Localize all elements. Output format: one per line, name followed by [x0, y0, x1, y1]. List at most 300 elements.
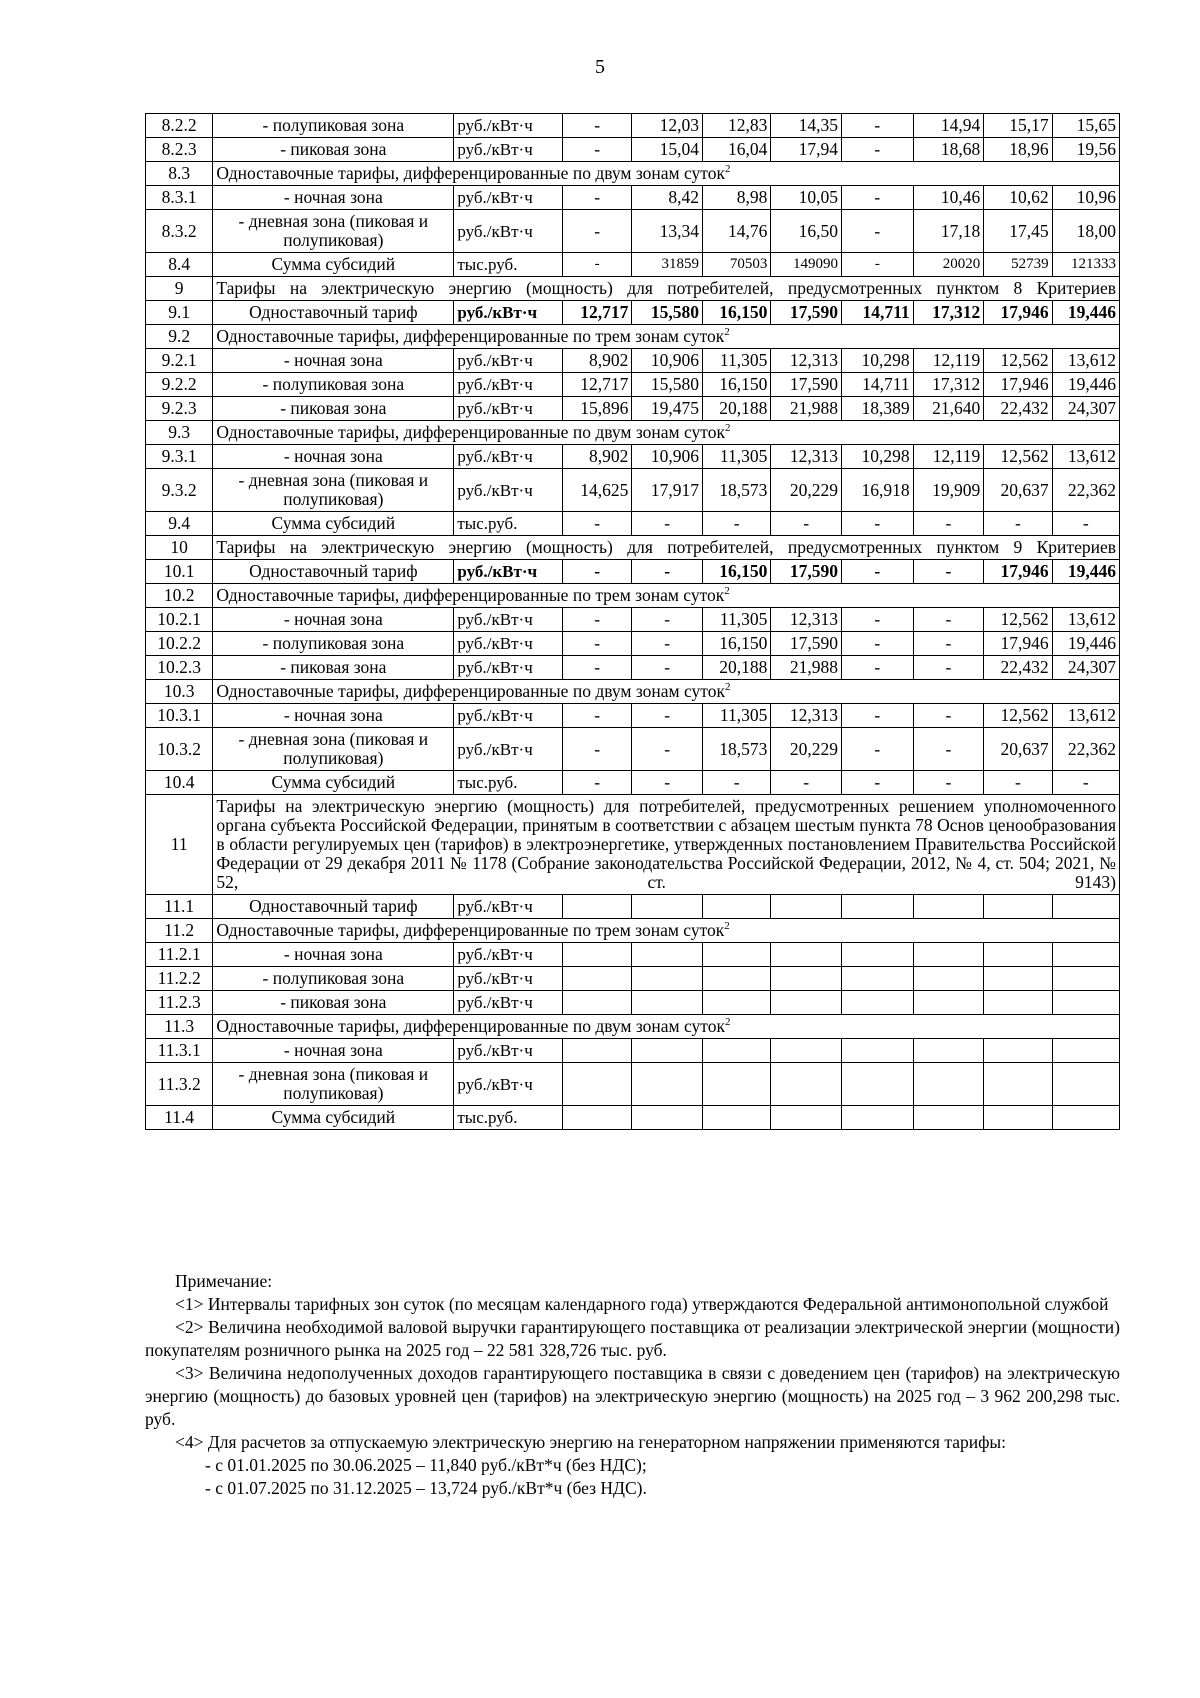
value-cell: [841, 895, 913, 919]
value-cell: -: [984, 771, 1052, 795]
row-unit: руб./кВт·ч: [454, 895, 563, 919]
value-cell: 70503: [703, 253, 771, 277]
row-unit: руб./кВт·ч: [454, 114, 563, 138]
value-cell: -: [841, 560, 913, 584]
row-name: - пиковая зона: [213, 397, 454, 421]
row-code: 9.3.1: [146, 445, 213, 469]
value-cell: 17,590: [771, 301, 842, 325]
table-row: [146, 704, 1120, 728]
value-cell: 19,446: [1052, 632, 1119, 656]
row-code: 10.1: [146, 560, 213, 584]
table-row: [146, 967, 1120, 991]
value-cell: -: [562, 512, 631, 536]
value-cell: [771, 967, 842, 991]
section-title-text: Одноставочные тарифы, дифференцированные по трем зонам суток: [216, 326, 725, 346]
value-cell: 19,56: [1052, 138, 1119, 162]
value-cell: 13,612: [1052, 608, 1119, 632]
table-row: [146, 114, 1120, 138]
value-cell: [984, 895, 1052, 919]
value-cell: [703, 1039, 771, 1063]
value-cell: [703, 1063, 771, 1106]
value-cell: [913, 1063, 984, 1106]
row-code: 11.1: [146, 895, 213, 919]
note-paragraph: <2> Величина необходимой валовой выручки гарантирующего поставщика от реализации электрической энергии (мощности) покупателям розничного рынка на 2025 год – 22 581 328,726 тыс. руб.: [145, 1317, 1120, 1360]
row-name: - полупиковая зона: [213, 967, 454, 991]
value-cell: 19,446: [1052, 301, 1119, 325]
value-cell: -: [841, 656, 913, 680]
value-cell: -: [562, 728, 631, 771]
row-code: 10.2.3: [146, 656, 213, 680]
value-cell: -: [562, 632, 631, 656]
row-code: 8.2.2: [146, 114, 213, 138]
value-cell: [562, 943, 631, 967]
row-name: - ночная зона: [213, 1039, 454, 1063]
value-cell: [771, 991, 842, 1015]
value-cell: 14,94: [913, 114, 984, 138]
value-cell: -: [562, 608, 631, 632]
value-cell: 24,307: [1052, 656, 1119, 680]
row-code: 10.3.2: [146, 728, 213, 771]
section-title: [213, 680, 1120, 704]
value-cell: -: [562, 138, 631, 162]
tariff-table-body: [146, 114, 1120, 1130]
value-cell: 18,573: [703, 469, 771, 512]
value-cell: 12,562: [984, 349, 1052, 373]
value-cell: 13,34: [632, 210, 703, 253]
value-cell: 16,50: [771, 210, 842, 253]
value-cell: -: [913, 512, 984, 536]
table-row: [146, 608, 1120, 632]
value-cell: -: [913, 632, 984, 656]
footnote-ref: 2: [724, 326, 730, 339]
value-cell: -: [913, 728, 984, 771]
value-cell: 10,46: [913, 186, 984, 210]
notes: [145, 1270, 1120, 1500]
row-unit: руб./кВт·ч: [454, 373, 563, 397]
table-row: [146, 632, 1120, 656]
value-cell: [771, 1063, 842, 1106]
row-code: 9.1: [146, 301, 213, 325]
value-cell: 149090: [771, 253, 842, 277]
value-cell: [841, 943, 913, 967]
value-cell: [771, 943, 842, 967]
footnote-ref: 2: [724, 585, 730, 598]
value-cell: [703, 895, 771, 919]
value-cell: 10,62: [984, 186, 1052, 210]
row-unit: руб./кВт·ч: [454, 445, 563, 469]
row-unit: руб./кВт·ч: [454, 301, 563, 325]
value-cell: -: [841, 138, 913, 162]
value-cell: -: [913, 704, 984, 728]
row-unit: руб./кВт·ч: [454, 469, 563, 512]
row-code: 10.3.1: [146, 704, 213, 728]
value-cell: -: [632, 632, 703, 656]
note-item: - с 01.07.2025 по 31.12.2025 – 13,724 руб./кВт*ч (без НДС).: [205, 1478, 647, 1498]
value-cell: -: [562, 656, 631, 680]
value-cell: 15,65: [1052, 114, 1119, 138]
value-cell: 15,04: [632, 138, 703, 162]
row-code: 11.2: [146, 919, 213, 943]
value-cell: 15,580: [632, 373, 703, 397]
value-cell: 12,717: [562, 373, 631, 397]
row-unit: руб./кВт·ч: [454, 210, 563, 253]
value-cell: -: [841, 632, 913, 656]
section-row: [146, 162, 1120, 186]
value-cell: [1052, 967, 1119, 991]
value-cell: 18,00: [1052, 210, 1119, 253]
row-unit: руб./кВт·ч: [454, 397, 563, 421]
row-name: - пиковая зона: [213, 138, 454, 162]
row-code: 8.3.2: [146, 210, 213, 253]
value-cell: 19,446: [1052, 560, 1119, 584]
value-cell: -: [841, 210, 913, 253]
value-cell: 17,312: [913, 373, 984, 397]
row-unit: руб./кВт·ч: [454, 632, 563, 656]
row-name: - пиковая зона: [213, 656, 454, 680]
value-cell: 16,04: [703, 138, 771, 162]
row-code: 8.3.1: [146, 186, 213, 210]
value-cell: 18,573: [703, 728, 771, 771]
value-cell: -: [632, 608, 703, 632]
value-cell: 12,562: [984, 608, 1052, 632]
table-row: [146, 1063, 1120, 1106]
value-cell: 11,305: [703, 349, 771, 373]
row-unit: тыс.руб.: [454, 512, 563, 536]
section-title-text: Одноставочные тарифы, дифференцированные по двум зонам суток: [216, 681, 725, 701]
value-cell: 17,590: [771, 373, 842, 397]
value-cell: 12,119: [913, 349, 984, 373]
value-cell: [632, 1106, 703, 1130]
value-cell: [913, 943, 984, 967]
footnote-ref: 2: [724, 681, 731, 694]
value-cell: [562, 967, 631, 991]
section-row: [146, 277, 1120, 301]
row-code: 9.4: [146, 512, 213, 536]
row-code: 11.3.2: [146, 1063, 213, 1106]
value-cell: 16,918: [841, 469, 913, 512]
row-unit: руб./кВт·ч: [454, 138, 563, 162]
row-code: 9.2: [146, 325, 213, 349]
row-name: - дневная зона (пиковая и полупиковая): [213, 728, 454, 771]
value-cell: -: [632, 771, 703, 795]
value-cell: [562, 1063, 631, 1106]
note-paragraph: <3> Величина недополученных доходов гарантирующего поставщика в связи с доведением цен (тарифов) на электрическую энергию (мощность) до базовых уровней цен (тарифов) на электрическую энергию (мощность) на 2025 год – 3 962 200,298 тыс. руб.: [145, 1363, 1120, 1429]
footnote-ref: 2: [724, 163, 731, 176]
value-cell: 12,717: [562, 301, 631, 325]
value-cell: [1052, 1106, 1119, 1130]
row-code: 9.3: [146, 421, 213, 445]
row-name: Одноставочный тариф: [213, 301, 454, 325]
section-title: [213, 919, 1120, 943]
value-cell: [703, 1106, 771, 1130]
value-cell: 11,305: [703, 704, 771, 728]
value-cell: -: [841, 114, 913, 138]
value-cell: 20,637: [984, 728, 1052, 771]
section-title: [213, 277, 1120, 301]
value-cell: 11,305: [703, 445, 771, 469]
row-code: 11.2.1: [146, 943, 213, 967]
table-row: [146, 895, 1120, 919]
row-code: 9.3.2: [146, 469, 213, 512]
row-name: - ночная зона: [213, 704, 454, 728]
value-cell: 18,389: [841, 397, 913, 421]
value-cell: [984, 1063, 1052, 1106]
value-cell: [1052, 991, 1119, 1015]
table-row: [146, 445, 1120, 469]
row-name: - ночная зона: [213, 445, 454, 469]
value-cell: 10,906: [632, 349, 703, 373]
row-code: 8.2.3: [146, 138, 213, 162]
value-cell: -: [913, 560, 984, 584]
row-unit: руб./кВт·ч: [454, 1039, 563, 1063]
value-cell: -: [841, 512, 913, 536]
value-cell: 8,98: [703, 186, 771, 210]
section-title-text: Одноставочные тарифы, дифференцированные по трем зонам суток: [216, 920, 725, 940]
table-row: [146, 469, 1120, 512]
value-cell: -: [703, 771, 771, 795]
value-cell: 12,313: [771, 704, 842, 728]
row-code: 9.2.3: [146, 397, 213, 421]
value-cell: -: [1052, 771, 1119, 795]
note-paragraph: <4> Для расчетов за отпускаемую электрическую энергию на генераторном напряжении применяются тарифы:: [175, 1432, 1007, 1452]
value-cell: 18,68: [913, 138, 984, 162]
value-cell: 18,96: [984, 138, 1052, 162]
value-cell: 12,313: [771, 608, 842, 632]
value-cell: -: [562, 560, 631, 584]
value-cell: 16,150: [703, 373, 771, 397]
section-row: [146, 421, 1120, 445]
table-row: [146, 656, 1120, 680]
value-cell: 19,446: [1052, 373, 1119, 397]
value-cell: -: [841, 704, 913, 728]
value-cell: 17,590: [771, 632, 842, 656]
value-cell: 13,612: [1052, 445, 1119, 469]
value-cell: 17,946: [984, 373, 1052, 397]
value-cell: 21,640: [913, 397, 984, 421]
row-name: Сумма субсидий: [213, 512, 454, 536]
value-cell: [984, 967, 1052, 991]
value-cell: 121333: [1052, 253, 1119, 277]
value-cell: -: [632, 704, 703, 728]
value-cell: -: [771, 512, 842, 536]
value-cell: [841, 991, 913, 1015]
section-title: [213, 795, 1120, 895]
table-row: [146, 253, 1120, 277]
value-cell: 12,83: [703, 114, 771, 138]
row-code: 9.2.1: [146, 349, 213, 373]
table-row: [146, 373, 1120, 397]
section-row: [146, 325, 1120, 349]
value-cell: 17,590: [771, 560, 842, 584]
value-cell: -: [1052, 512, 1119, 536]
row-unit: тыс.руб.: [454, 771, 563, 795]
row-name: - ночная зона: [213, 349, 454, 373]
value-cell: 14,711: [841, 373, 913, 397]
value-cell: [562, 991, 631, 1015]
value-cell: -: [841, 771, 913, 795]
footnote-ref: 2: [724, 1016, 731, 1029]
row-name: Одноставочный тариф: [213, 895, 454, 919]
value-cell: -: [841, 253, 913, 277]
value-cell: [703, 991, 771, 1015]
value-cell: -: [632, 656, 703, 680]
row-name: Сумма субсидий: [213, 771, 454, 795]
section-title-text: Одноставочные тарифы, дифференцированные по двум зонам суток: [216, 422, 725, 442]
table-row: [146, 991, 1120, 1015]
value-cell: -: [632, 560, 703, 584]
note-item: - с 01.01.2025 по 30.06.2025 – 11,840 руб./кВт*ч (без НДС);: [205, 1455, 647, 1475]
value-cell: [771, 1039, 842, 1063]
value-cell: 13,612: [1052, 349, 1119, 373]
value-cell: 31859: [632, 253, 703, 277]
value-cell: 20,188: [703, 656, 771, 680]
footnote-ref: 2: [724, 422, 731, 435]
note-paragraph: <1> Интервалы тарифных зон суток (по месяцам календарного года) утверждаются Федеральной антимонопольной службой: [175, 1294, 1109, 1314]
value-cell: -: [562, 114, 631, 138]
value-cell: 10,05: [771, 186, 842, 210]
section-title-text: Одноставочные тарифы, дифференцированные по двум зонам суток: [216, 163, 725, 183]
value-cell: 19,909: [913, 469, 984, 512]
value-cell: [1052, 943, 1119, 967]
row-name: - дневная зона (пиковая и полупиковая): [213, 210, 454, 253]
value-cell: -: [562, 771, 631, 795]
row-code: 10.2.1: [146, 608, 213, 632]
row-name: - дневная зона (пиковая и полупиковая): [213, 1063, 454, 1106]
value-cell: 17,946: [984, 632, 1052, 656]
table-row: [146, 301, 1120, 325]
value-cell: 16,150: [703, 301, 771, 325]
value-cell: -: [913, 656, 984, 680]
row-code: 10.4: [146, 771, 213, 795]
row-code: 8.3: [146, 162, 213, 186]
table-row: [146, 728, 1120, 771]
value-cell: 52739: [984, 253, 1052, 277]
value-cell: [984, 1106, 1052, 1130]
row-name: Сумма субсидий: [213, 1106, 454, 1130]
page-number: 5: [595, 56, 605, 78]
row-code: 10.3: [146, 680, 213, 704]
value-cell: [771, 895, 842, 919]
row-name: - пиковая зона: [213, 991, 454, 1015]
value-cell: 20,229: [771, 469, 842, 512]
table-row: [146, 1039, 1120, 1063]
row-unit: тыс.руб.: [454, 253, 563, 277]
value-cell: [703, 967, 771, 991]
value-cell: 19,475: [632, 397, 703, 421]
value-cell: -: [913, 771, 984, 795]
row-code: 9: [146, 277, 213, 301]
value-cell: -: [562, 186, 631, 210]
value-cell: [632, 967, 703, 991]
section-title: [213, 584, 1120, 608]
value-cell: 17,18: [913, 210, 984, 253]
section-row: [146, 680, 1120, 704]
value-cell: -: [632, 512, 703, 536]
row-name: - полупиковая зона: [213, 373, 454, 397]
value-cell: 22,432: [984, 397, 1052, 421]
value-cell: [913, 1106, 984, 1130]
value-cell: [632, 943, 703, 967]
value-cell: 14,625: [562, 469, 631, 512]
row-code: 10.2: [146, 584, 213, 608]
value-cell: 12,313: [771, 349, 842, 373]
row-unit: руб./кВт·ч: [454, 656, 563, 680]
section-title-text: Одноставочные тарифы, дифференцированные по двум зонам суток: [216, 1016, 725, 1036]
value-cell: 12,119: [913, 445, 984, 469]
value-cell: [841, 1039, 913, 1063]
row-code: 11.4: [146, 1106, 213, 1130]
row-unit: руб./кВт·ч: [454, 704, 563, 728]
notes-heading: Примечание:: [175, 1271, 273, 1291]
value-cell: 16,150: [703, 632, 771, 656]
section-title-text: Тарифы на электрическую энергию (мощность) для потребителей, предусмотренных решением уполномоченного органа субъекта Российской Федерации, принятым в соответствии с абзацем шестым пункта 78 Основ ценообразования в области регулируемых цен (тарифов) в электроэнергетике, утвержденных постановлением Правительства Российской Федерации от 29 декабря 2011 № 1178 (Собрание законодательства Российской Федерации, 2012, № 4, ст. 504; 2021, № 52, ст. 9143): [216, 796, 1116, 892]
row-unit: руб./кВт·ч: [454, 991, 563, 1015]
section-title: [213, 536, 1120, 560]
row-name: - ночная зона: [213, 608, 454, 632]
tariff-table: [145, 113, 1120, 1130]
table-row: [146, 512, 1120, 536]
row-name: - ночная зона: [213, 943, 454, 967]
value-cell: [841, 967, 913, 991]
value-cell: 8,902: [562, 445, 631, 469]
row-name: Сумма субсидий: [213, 253, 454, 277]
section-title-text: Тарифы на электрическую энергию (мощность) для потребителей, предусмотренных пунктом 9 Критериев: [216, 537, 1116, 557]
table-row: [146, 210, 1120, 253]
value-cell: 8,42: [632, 186, 703, 210]
value-cell: [1052, 895, 1119, 919]
value-cell: [913, 1039, 984, 1063]
row-code: 11.3: [146, 1015, 213, 1039]
value-cell: 17,94: [771, 138, 842, 162]
value-cell: [562, 1106, 631, 1130]
row-code: 11.2.3: [146, 991, 213, 1015]
value-cell: 17,917: [632, 469, 703, 512]
value-cell: [984, 943, 1052, 967]
row-code: 10: [146, 536, 213, 560]
value-cell: [632, 991, 703, 1015]
value-cell: 12,03: [632, 114, 703, 138]
value-cell: -: [841, 186, 913, 210]
section-row: [146, 795, 1120, 895]
section-row: [146, 919, 1120, 943]
value-cell: -: [562, 704, 631, 728]
value-cell: [562, 1039, 631, 1063]
value-cell: [913, 967, 984, 991]
value-cell: 16,150: [703, 560, 771, 584]
value-cell: 15,580: [632, 301, 703, 325]
value-cell: -: [841, 608, 913, 632]
value-cell: [913, 991, 984, 1015]
value-cell: 20,188: [703, 397, 771, 421]
value-cell: [562, 895, 631, 919]
section-title: [213, 162, 1120, 186]
value-cell: [984, 991, 1052, 1015]
value-cell: 13,612: [1052, 704, 1119, 728]
row-code: 11.3.1: [146, 1039, 213, 1063]
value-cell: 14,711: [841, 301, 913, 325]
value-cell: [1052, 1063, 1119, 1106]
row-name: - дневная зона (пиковая и полупиковая): [213, 469, 454, 512]
section-title: [213, 421, 1120, 445]
row-unit: руб./кВт·ч: [454, 728, 563, 771]
value-cell: [913, 895, 984, 919]
table-row: [146, 186, 1120, 210]
value-cell: [771, 1106, 842, 1130]
value-cell: 22,432: [984, 656, 1052, 680]
row-code: 9.2.2: [146, 373, 213, 397]
row-unit: руб./кВт·ч: [454, 943, 563, 967]
value-cell: 10,906: [632, 445, 703, 469]
